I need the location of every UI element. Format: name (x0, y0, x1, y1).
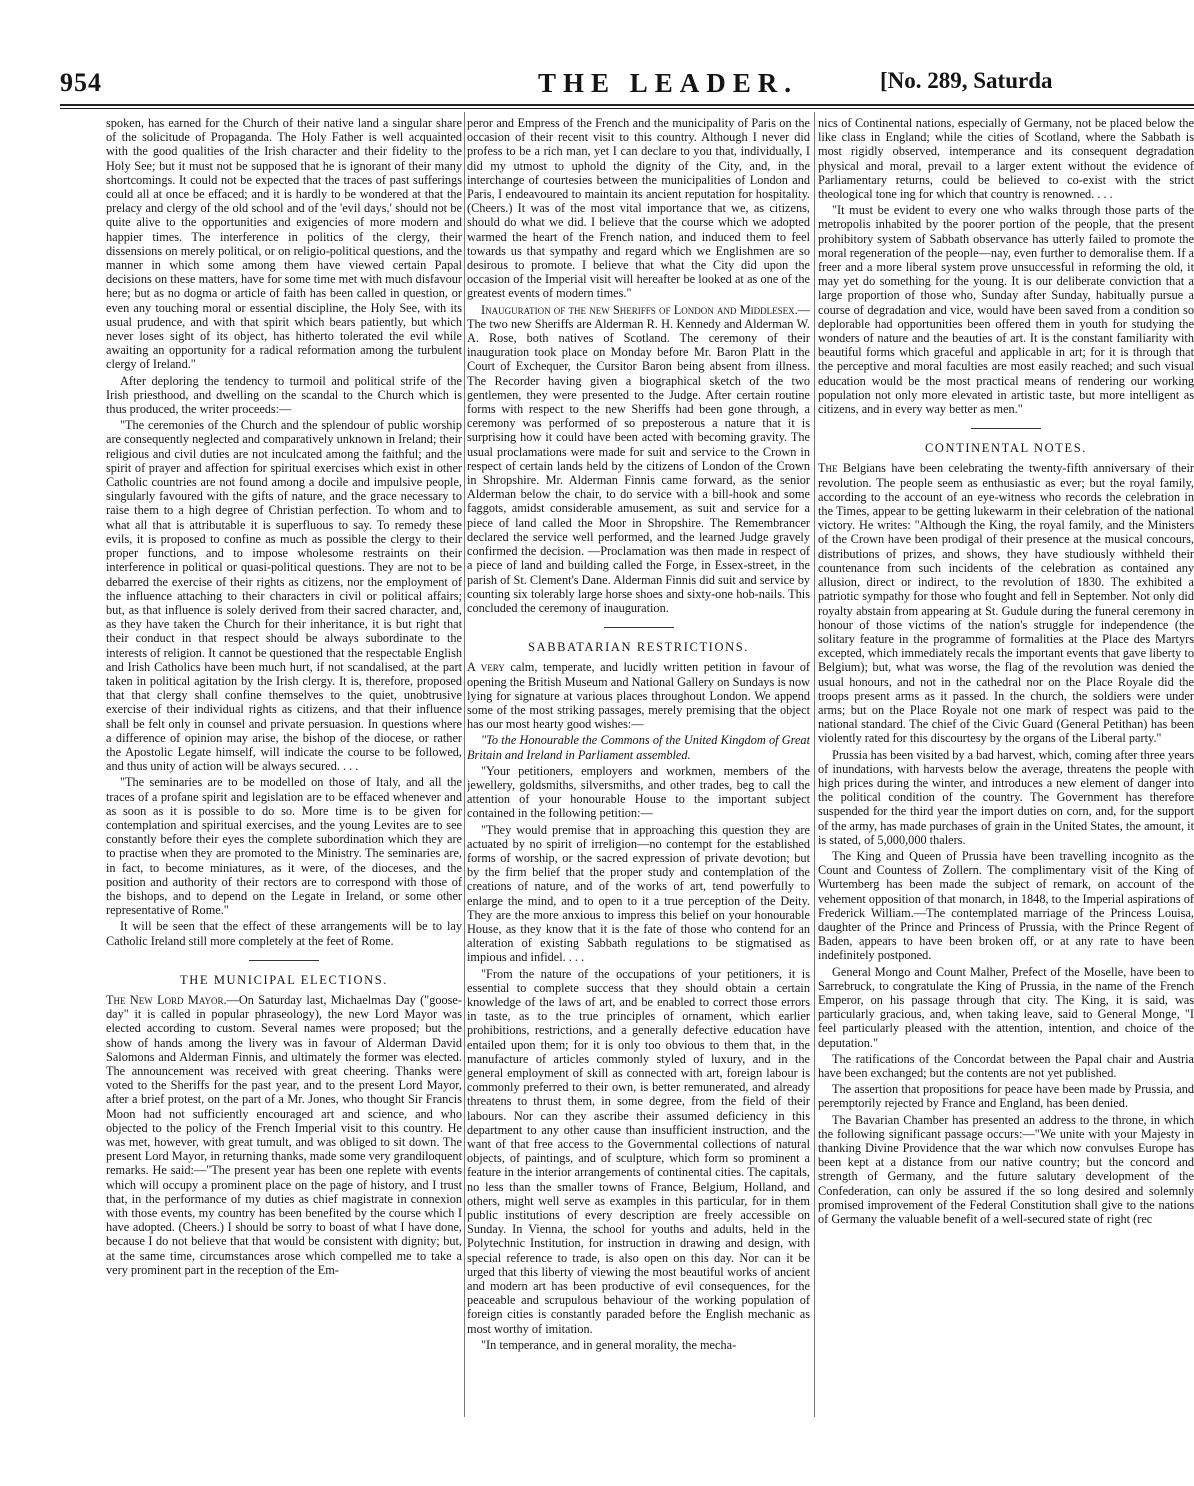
header-rule (60, 104, 1194, 106)
section-rule (604, 627, 674, 628)
run-in-heading: Inauguration of the new Sheriffs of London and Middlesex. (481, 302, 798, 317)
paragraph: After deploring the tendency to turmoil and political strife of the Irish priesthood, and dwelling on the scandal to the Church which is thus produced, the writer proceeds:— (106, 373, 462, 417)
paragraph: nics of Continental nations, especially of Germany, not be placed below the like class in England; while the cities of Scotland, where the Sabbath is most rigidly observed, intemperance and its consequent degradation physical and moral, prevail to a larger extent without the evidence of Parliamentary returns, could be believed to co-exist with the strict theological tone ing for which that country is renowned. . . . (818, 116, 1194, 202)
paragraph: General Mongo and Count Malher, Prefect of the Moselle, have been to Sarrebruck, to congratulate the King of Prussia, in the name of the French Emperor, on his passage through that city. The King, it is said, was particularly gracious, and, when taking leave, said to General Monge, "I feel particularly pleased with the attention, intention, and choice of the deputation." (818, 964, 1194, 1050)
paragraph: The King and Queen of Prussia have been travelling incognito as the Count and Countess of Zollern. The complimentary visit of the King of Wurtemberg has been made the subject of remark, on account of the vehement opposition of that monarch, in 1848, to the Imperial aspirations of Frederick William.—The contemplated marriage of the Princess Louisa, daughter of the Prince and Princess of Prussia, with the Prince Regent of Baden, appears to have been broken off, or at any rate to have been indefinitely postponed. (818, 848, 1194, 963)
run-in-word: The (818, 461, 838, 476)
header-rule-thin (60, 108, 1194, 109)
page-number: 954 (60, 68, 102, 97)
paragraph: spoken, has earned for the Church of their native land a singular share of the solicitude of Propaganda. The Holy Father is well acquainted with the good qualities of the Irish character and their fidelity to the Holy See; but it must not be supposed that he is ignorant of their many shortcomings. It could not be expected that the traces of past sufferings could all at once be effaced; and it is hardly to be wondered at that the prelacy and clergy of the old school and of the 'evil days,' should not be quite alive to the opportunities and exigencies of more modern and happier times. The interference in politics of the clergy, their dissensions on merely political, or on religio-political questions, and the manner in which some among them have viewed certain Papal decisions on these matters, have for some time met with much disfavour here; but as no dogma or article of faith has been called in question, or even any touching moral or essential discipline, the Holy See, with its usual prudence, and with that spirit which bears patiently, but which never loses sight of its object, has hitherto tolerated the evil while awaiting an opportunity for a radical reformation among the turbulent clergy of Ireland." (106, 116, 462, 372)
section-heading: SABBATARIAN RESTRICTIONS. (528, 640, 749, 655)
paragraph: peror and Empress of the French and the municipality of Paris on the occasion of their recent visit to this country. Although I never did profess to be a rich man, yet I can declare to you that, individually, I did my utmost to uphold the dignity of the City, and, in the interchange of courtesies between the municipalities of London and Paris, I endeavoured to maintain its ancient reputation for hospitality. (Cheers.) It was of the most vital importance that we, as citizens, should do what we did. I believe that the course which we adopted warmed the heart of the French nation, and induced them to feel towards us that sympathy and regard which we Englishmen are so desirous to promote. I believe that what the City did upon the occasion of the Imperial visit will hereafter be looked at as one of the greatest events of modern times." (467, 116, 810, 301)
paragraph: Prussia has been visited by a bad harvest, which, coming after three years of inundations, with harvests below the average, threatens the people with high prices during the winter, and introduces a new element of danger into the political condition of the country. The Government has therefore suspended for the third year the import duties on corn, and, for the support of the army, has made purchases of grain in the United States, the amount, it is stated, of 5,000,000 thalers. (818, 747, 1194, 847)
page-header (60, 68, 1194, 102)
section-heading: CONTINENTAL NOTES. (924, 441, 1088, 456)
paragraph: "The ceremonies of the Church and the splendour of public worship are consequently neglected and comparatively unknown in Ireland; their religious and civil duties are not inculcated among the faithful; and the spirit of prayer and affection for spiritual exercises which exist in other Catholic countries are not found among a docile and impulsive people, singularly favoured with the gifts of nature, and the grace necessary to raise them to a high degree of Christian perfection. To whom and to what all that is attributable it is superfluous to say. To remedy these evils, it is proposed to confine as much as possible the clergy to their proper functions, and to impose wholesome restraints on their interference in political or quasi-political questions. They are not to be debarred the exercise of their rights as citizens, nor the employment of the influence attaching to their characters in civil or political affairs; but, as that influence is solely derived from their sacred character, and, as they have taken the Church for their inheritance, it is but right that their conduct in that respect should be always subordinate to the interests of religion. It cannot be questioned that the respectable English and Irish Catholics have been much hurt, if not scandalised, at the part taken in political agitation by the Irish clergy. It is, therefore, proposed that that clergy shall confine themselves to the quiet, unobtrusive exercise of their individual rights as citizens, and that their influence shall be felt only in counsel and private persuasion. In questions where a difference of opinion may arise, the bishop of the diocese, or rather the Apostolic Legate himself, will indicate the course to be followed, and thus unity of action will be always secured. . . . (106, 418, 462, 774)
column-divider (814, 112, 815, 1417)
section-heading: THE MUNICIPAL ELECTIONS. (180, 972, 388, 987)
paragraph: "From the nature of the occupations of your petitioners, it is essential to complete success that they should obtain a certain knowledge of the laws of art, and be enabled to correct those errors in taste, as to the true principles of ornament, which earlier prohibitions, restrictions, and a generally defective education have entailed upon them; for it is only too obvious to them that, in the manufacture of articles commonly styled of luxury, and in the general employment of skill as connected with art, foreign labour is commonly preferred to their own, is better remunerated, and already threatens to thrust them, in some degree, from the field of their labours. Nor can they ascribe their assumed deficiency in this department to any other cause than insufficient instruction, and the want of that free access to the Governmental collections of natural objects, of paintings, and of sculpture, which form so prominent a feature in the interior arrangements of continental cities. The capitals, no less than the smaller towns of France, Belgium, Holland, and others, might well serve as examples in this particular, for in them public institutions of every description are freely accessible on Sunday. In Vienna, the school for youths and adults, held in the Polytechnic Institution, for instruction in drawing and design, with special reference to trade, is also open on this day. Nor can it be urged that this liberty of viewing the most beautiful works of ancient and modern art has been productive of evil consequences, for the peaceable and scrupulous behaviour of the working population of foreign cities is constantly paraded before the English mechanic as most worthy of imitation. (467, 966, 810, 1336)
column-3 (818, 116, 1194, 1416)
paragraph-text: Belgians have been celebrating the twenty-fifth anniversary of their revolution. The people seem as enthusiastic as ever; but the royal family, according to the account of an eye-witness who records the celebration in the Times, appear to be getting lukewarm in their celebration of the national victory. He writes: "Although the King, the royal family, and the Ministers of the Crown have been prodigal of their presence at the musical concours, distributions of prizes, and shows, they have studiously withheld their countenance from such incidents of the celebration as contained any allusion, direct or indirect, to the revolution of 1830. The exhibited a patriotic sympathy for those who fought and fell in September. Not only did royalty abstain from appearing at St. Gudule during the funeral ceremony in honour of those victims of the nation's struggle for independence (the solitary feature in the programme of formalities at the Place des Martyrs excepted, which immediately recals the important events that gave liberty to Belgium); but, what was worse, the flag of the revolution was denied the usual honours, and not in the cathedral nor on the Place Royale did the troops present arms as it passed. In the church, the soldiers were under arms; but on the Place Royale not one mark of respect was paid to the national standard. The chief of the Civic Guard (General Petithan) has been violently rated for this discourtesy by the organs of the Liberal party." (818, 461, 1194, 746)
paragraph (818, 461, 1194, 745)
paragraph (106, 993, 462, 1277)
paragraph-text: calm, temperate, and lucidly written petition in favour of opening the British Museum and National Gallery on Sundays is now lying for signature at various places throughout London. We append some of the most striking passages, merely premising that the object has our most hearty good wishes:— (467, 660, 810, 732)
paragraph: "In temperance, and in general morality, the mecha- (481, 1337, 737, 1352)
column-1 (106, 116, 462, 1416)
paragraph-text: —The two new Sheriffs are Alderman R. H. Kennedy and Alderman W. A. Rose, both natives of Scotland. The ceremony of their inauguration took place on Monday before Mr. Baron Platt in the Court of Exchequer, the Cursitor Baron being absent from illness. The Recorder having given a biographical sketch of the two gentlemen, they were presented to the Judge. After certain routine forms with respect to the new Sheriffs had been gone through, a ceremony was performed of so preposterous a nature that it is surprising how it could have been acted with becoming gravity. The usual proclamations were made for suit and service to the Crown in respect of certain lands held by the citizens of London of the Crown in Shropshire. Mr. Alderman Finnis came forward, as the senior Alderman below the chair, to do service with a bill-hook and some faggots, amidst considerable amusement, as suit and service for a piece of land called the Moor in Shropshire. The Remembrancer declared the service well performed, and the learned Judge gravely confirmed the decision. —Proclamation was then made in respect of a piece of land and building called the Forge, in Essex-street, in the parish of St. Clement's Dane. Alderman Finnis did suit and service by counting six tolerably large horse shoes and sixty-one hob-nails. This concluded the ceremony of inauguration. (467, 302, 810, 615)
paragraph: "Your petitioners, employers and workmen, members of the jewellery, goldsmiths, silversmiths, and other trades, beg to call the attention of your honourable House to the important subject contained in the following petition:— (467, 763, 810, 821)
column-2 (467, 116, 810, 1416)
newspaper-title: THE LEADER. (538, 68, 799, 98)
run-in-heading: The New Lord Mayor. (106, 992, 227, 1007)
paragraph-text: —On Saturday last, Michaelmas Day ("goose-day" it is called in popular phraseology), the new Lord Mayor was elected according to custom. Several names were proposed; but the show of hands among the livery was in favour of Alderman David Salomons and Alderman Finnis, and ultimately the former was elected. The announcement was received with great cheering. Thanks were voted to the Sheriffs for the past year, and to the present Lord Mayor, after a brief protest, on the part of a Mr. Jones, who thought Sir Francis Moon had not sufficiently encouraged art and science, and who objected to the policy of the French Imperial visit to this country. He was met, however, with great tumult, and was obliged to sit down. The present Lord Mayor, in returning thanks, made some very grandiloquent remarks. He said:—"The present year has been one replete with events which will occupy a prominent place on the page of history, and I trust that, in the performance of my duties as chief magistrate in connexion with those events, my country has been benefited by the course which I have adopted. (Cheers.) I should be sorry to boast of what I have done, because I do not believe that that would be consistent with dignity; but, at the same time, circumstances arose which compelled me to take a very prominent part in the reception of the Em- (106, 992, 462, 1277)
issue-label: [No. 289, Saturda (880, 68, 1053, 93)
paragraph: "It must be evident to every one who walks through those parts of the metropolis inhabited by the poorer portion of the people, that the present prohibitory system of Sabbath observance has utterly failed to promote the moral regeneration of the people—nay, even further to demoralise them. If a freer and a more liberal system prove unsuccessful in reforming the old, it may yet do something for the young. It is our deliberate conviction that a large proportion of those who, Sunday after Sunday, habitually pursue a course of degradation and vice, would have been saved from a condition so deplorable had opportunities been offered them in youth for studying the wonders of nature and the beauties of art. It is the constant familiarity with beautiful forms which graceful and applicable in art; for it is through that the perceptive and moral faculties are most easily reached; and such visual education would be the most practical means of rendering our working population not only more elevated in artistic taste, but more intelligent as citizens, and in every way better as men." (818, 203, 1194, 417)
paragraph: It will be seen that the effect of these arrangements will be to lay Catholic Ireland still more completely at the feet of Rome. (106, 919, 462, 948)
paragraph: The Bavarian Chamber has presented an address to the throne, in which the following significant passage occurs:—"We unite with your Majesty in thanking Divine Providence that the war which now convulses Europe has been kept at a distance from our native country; but the concord and strength of Germany, and the future salutary development of the Confederation, can only be assured if the so long desired and solemnly promised improvement of the Federal Constitution shall give to the nations of Germany the valuable benefit of a well-secured state of right (rec (818, 1112, 1194, 1227)
paragraph: "The seminaries are to be modelled on those of Italy, and all the traces of a profane spirit and legislation are to be effaced whenever and as soon as it is possible to do so. More time is to be given for contemplation and spiritual exercises, and the young Levites are to see constantly before their eyes the complete subordination which they are to practise when they are promoted to the Ministry. The seminaries are, in fact, to become miniatures, as it were, of the dioceses, and the position and authority of their rectors are to correspond with those of the bishops, and to depend on the Legate in Ireland, or some other representative of Rome." (106, 775, 462, 918)
section-rule (971, 428, 1041, 429)
paragraph: The ratifications of the Concordat between the Papal chair and Austria have been exchanged; but the contents are not yet published. (818, 1051, 1194, 1080)
paragraph: "They would premise that in approaching this question they are actuated by no spirit of irreligion—no contempt for the established forms of worship, or the sacred expression of private devotion; but by the firm belief that the proper study and contemplation of the creations of nature, and of the works of art, tend powerfully to enlarge the mind, and to open to it a true perception of the Deity. They are the more anxious to impress this belief on your honourable House, as they know that it is the fate of those who contend for an alteration of existing Sabbath regulations to be stigmatised as impious and infidel. . . . (467, 822, 810, 965)
column-divider (464, 112, 465, 1417)
paragraph (467, 660, 810, 731)
paragraph: The assertion that propositions for peace have been made by Prussia, and peremptorily rejected by France and England, has been denied. (818, 1082, 1194, 1111)
run-in-word: A very (467, 660, 505, 675)
petition-address: "To the Honourable the Commons of the United Kingdom of Great Britain and Ireland in Parliament assembled. (467, 733, 810, 762)
section-rule (249, 960, 319, 961)
paragraph (467, 303, 810, 615)
